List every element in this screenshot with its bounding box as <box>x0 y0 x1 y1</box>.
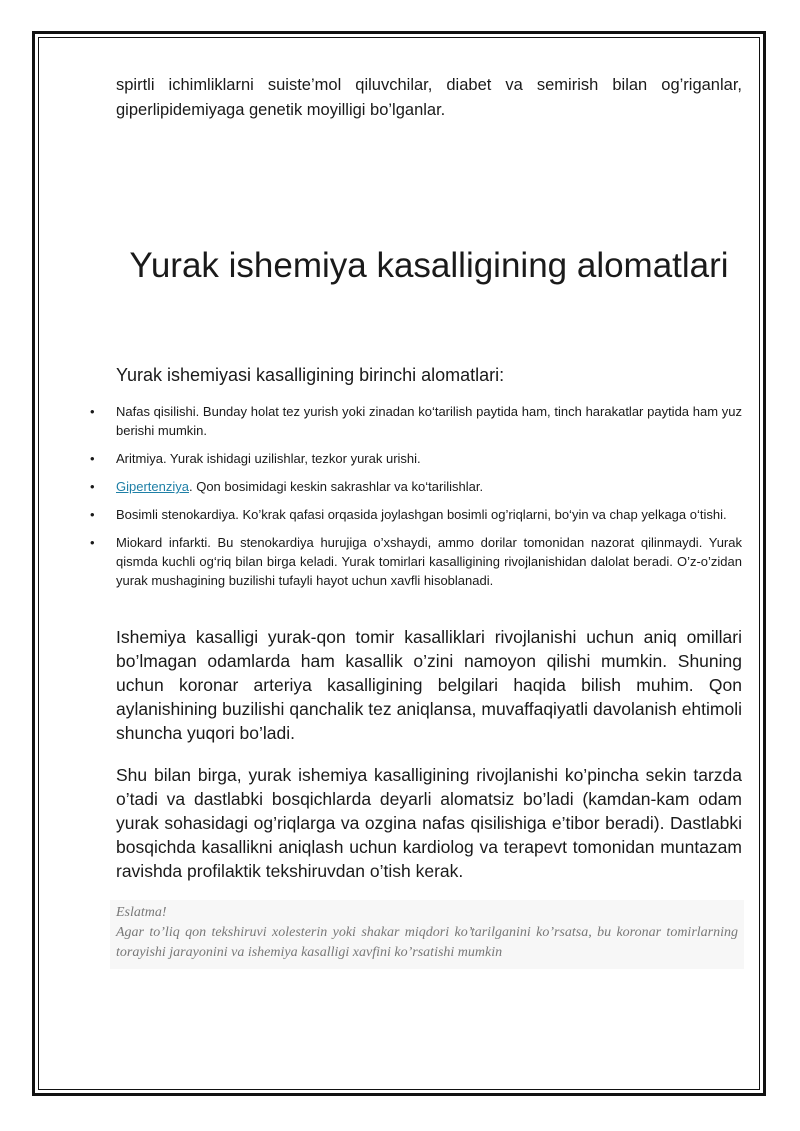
intro-block <box>116 73 742 123</box>
bullet-icon: • <box>90 507 95 522</box>
symptom-text: Miokard infarkti. Bu stenokardiya hurujiga o’xshaydi, ammo dorilar tomonidan nazorat qilinmaydi. Yurak qismda kuchli og‘riq bilan birga keladi. Yurak tomirlari kasalligining rivojlanishidan dalolat beradi. O’z-o’zidan yurak mushagining buzilishi tufayli hayot uchun xavfli hisoblanadi. <box>116 535 742 588</box>
symptoms-list <box>90 402 742 599</box>
symptom-text: Bosimli stenokardiya. Ko’krak qafasi orqasida joylashgan bosimli og’riqlarni, bo‘yin va chap yelkaga o‘tishi. <box>116 507 727 522</box>
list-item <box>90 477 742 496</box>
note-box <box>110 900 744 969</box>
symptom-text: Aritmiya. Yurak ishidagi uzilishlar, tezkor yurak urishi. <box>116 451 421 466</box>
hypertension-link[interactable]: Gipertenziya <box>116 479 189 494</box>
list-item <box>90 449 742 468</box>
section-heading: Yurak ishemiya kasalligining alomatlari <box>129 246 729 285</box>
list-item <box>90 402 742 440</box>
list-item <box>90 533 742 590</box>
bullet-icon: • <box>90 404 95 419</box>
symptoms-subheading: Yurak ishemiyasi kasalligining birinchi alomatlari: <box>116 365 505 385</box>
bullet-icon: • <box>90 479 95 494</box>
bullet-icon: • <box>90 451 95 466</box>
body-paragraph-2: Shu bilan birga, yurak ishemiya kasalligining rivojlanishi ko’pincha sekin tarzda o’tadi va dastlabki bosqichlarda deyarli alomatsiz bo’ladi (kamdan-kam odam yurak sohasidagi og’riqlarga va ozgina nafas qisilishiga e’tibor beradi). Dastlabki bosqichda kasallikni aniqlash uchun kardiolog va terapevt tomonidan muntazam ravishda profilaktik tekshiruvdan o’tish kerak. <box>116 765 742 881</box>
symptom-text: Nafas qisilishi. Bunday holat tez yurish yoki zinadan ko‘tarilish paytida ham, tinch harakatlar paytida ham yuz berishi mumkin. <box>116 404 742 438</box>
note-title: Eslatma! <box>116 905 167 920</box>
intro-text: spirtli ichimliklarni suiste’mol qiluvchilar, diabet va semirish bilan og’riganlar, giperlipidemiyaga genetik moyilligi bo’lganlar. <box>116 76 742 119</box>
body-paragraph-1: Ishemiya kasalligi yurak-qon tomir kasalliklari rivojlanishi uchun aniq omillari bo’lmagan odamlarda ham kasallik o’zini namoyon qilishi mumkin. Shuning uchun koronar arteriya kasalligining belgilari haqida bilish muhim. Qon aylanishining buzilishi qanchalik tez aniqlansa, muvaffaqiyatli davolanish ehtimoli shuncha yuqori bo’ladi. <box>116 627 742 743</box>
symptom-text: . Qon bosimidagi keskin sakrashlar va ko‘tarilishlar. <box>188 479 484 494</box>
note-text: Agar to’liq qon tekshiruvi xolesterin yoki shakar miqdori ko’tarilganini ko’rsatsa, bu koronar tomirlarning torayishi jarayonini va ishemiya kasalligi xavfini ko’rsatishi mumkin <box>116 925 738 960</box>
list-item <box>90 505 742 524</box>
bullet-icon: • <box>90 535 95 550</box>
